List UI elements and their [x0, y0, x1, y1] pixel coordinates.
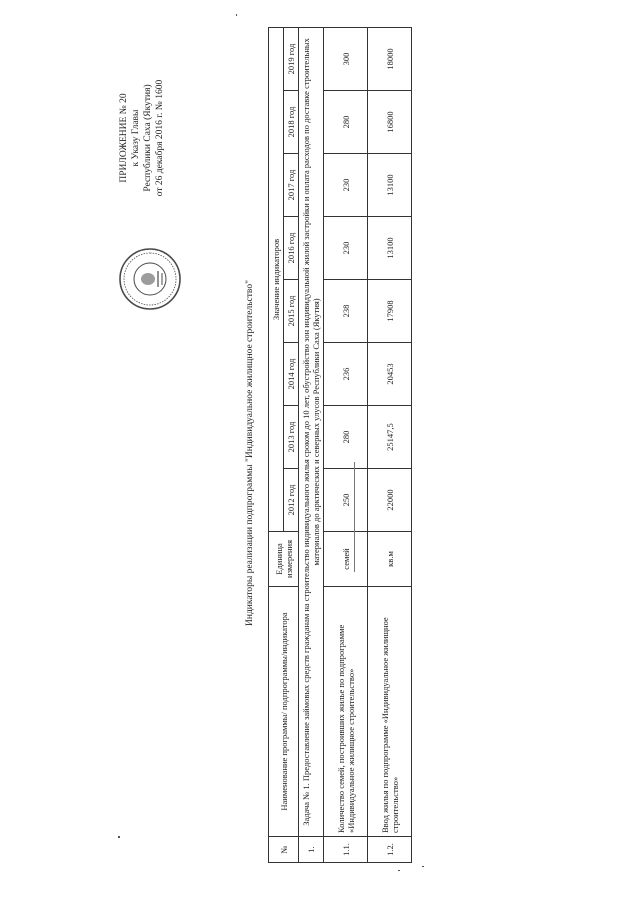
official-seal-icon	[118, 247, 182, 311]
header-year: 2012 год	[284, 468, 299, 531]
row-unit: семей	[324, 531, 368, 586]
header-year: 2013 год	[284, 405, 299, 468]
header-values-group: Значение индикаторов	[269, 27, 284, 531]
appendix-line-1: ПРИЛОЖЕНИЕ № 20	[119, 92, 129, 183]
row-value: 20453	[368, 342, 412, 405]
header-year: 2017 год	[284, 153, 299, 216]
appendix-stamp	[118, 33, 166, 243]
row-value: 22000	[368, 468, 412, 531]
row-name: Ввод жилья по подпрограмме «Индивидуальное жилищное строительство»	[368, 586, 412, 836]
row-value: 300	[324, 27, 368, 90]
header-year: 2014 год	[284, 342, 299, 405]
rotated-content	[110, 23, 530, 883]
row-value: 13100	[368, 153, 412, 216]
row-value: 236	[324, 342, 368, 405]
row-value: 280	[324, 90, 368, 153]
row-value: 17908	[368, 279, 412, 342]
row-value: 230	[324, 153, 368, 216]
scan-speck	[398, 870, 400, 871]
task-num: 1.	[299, 836, 324, 862]
row-value: 280	[324, 405, 368, 468]
table-row	[368, 27, 412, 862]
document-title: Индикаторы реализации подпрограммы "Индивидуальное жилищное строительство"	[245, 279, 255, 626]
row-value: 25147,5	[368, 405, 412, 468]
header-year: 2018 год	[284, 90, 299, 153]
task-row	[299, 27, 324, 862]
header-num: №	[269, 836, 299, 862]
row-value: 18000	[368, 27, 412, 90]
header-unit: Единица измерения	[269, 531, 299, 586]
scan-speck	[422, 866, 424, 867]
row-num: 1.1.	[324, 836, 368, 862]
header-year: 2019 год	[284, 27, 299, 90]
row-unit: кв.м	[368, 531, 412, 586]
scan-speck	[118, 836, 120, 838]
row-num: 1.2.	[368, 836, 412, 862]
header-year: 2016 год	[284, 216, 299, 279]
signature-line	[354, 462, 355, 572]
header-year: 2015 год	[284, 279, 299, 342]
indicators-table	[268, 26, 412, 862]
header-name: Наименование программы/ подпрограммы/индикатора	[269, 586, 299, 836]
table-row	[324, 27, 368, 862]
row-value: 250	[324, 468, 368, 531]
row-value: 16800	[368, 90, 412, 153]
appendix-line-3: Республики Саха (Якутия)	[143, 83, 153, 192]
row-value: 13100	[368, 216, 412, 279]
row-value: 238	[324, 279, 368, 342]
row-name: Количество семей, построивших жилье по подпрограмме «Индивидуальное жилищное строительство»	[324, 586, 368, 836]
row-value: 230	[324, 216, 368, 279]
scan-speck	[236, 14, 237, 16]
appendix-line-2: к Указу Главы	[131, 109, 141, 166]
task-text: Задача № 1. Предоставление займовых средств гражданам на строительство индивидуального жилья сроком до 10 лет, обустройство зон индивидуальной жилой застройки и оплата расходов по доставке строительных материалов до арктических и северных улусов Республики Саха (Якутия)	[299, 27, 324, 836]
appendix-line-4: от 26 декабря 2016 г. № 1600	[155, 79, 165, 196]
